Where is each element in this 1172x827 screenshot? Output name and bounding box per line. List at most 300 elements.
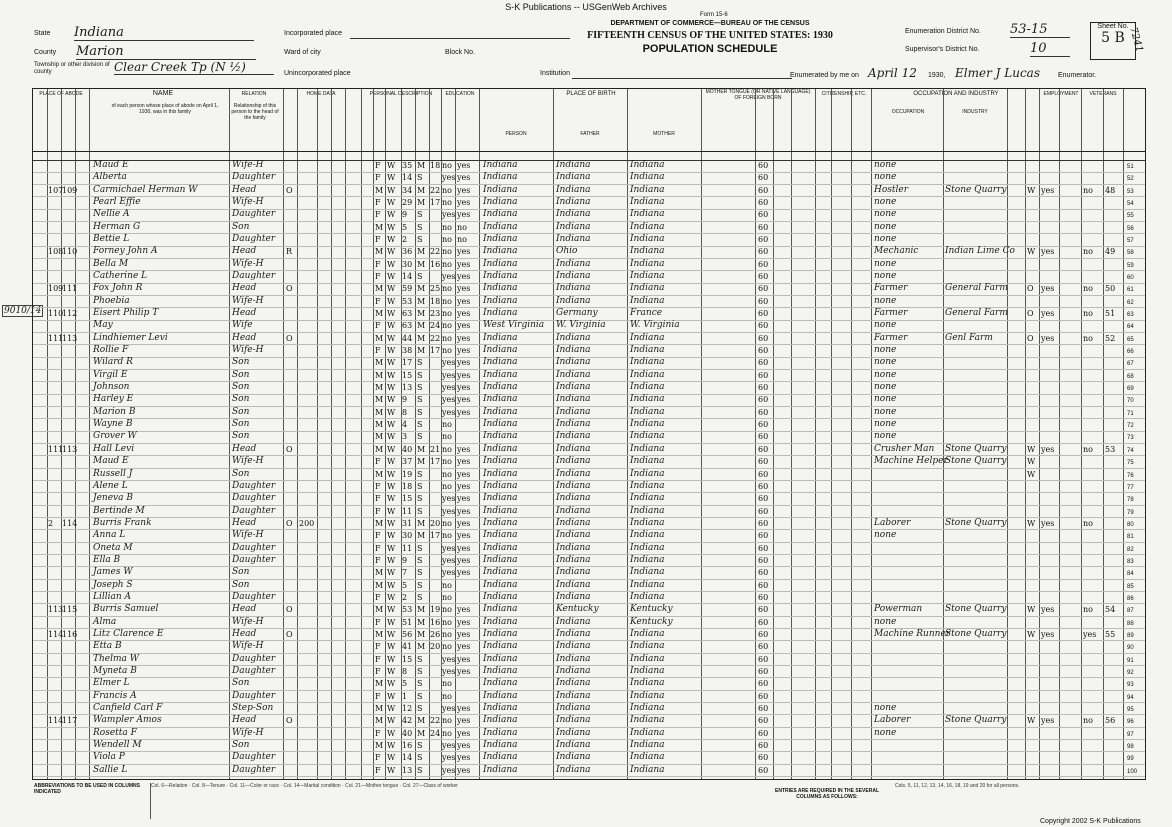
cell-code: 60 — [758, 457, 769, 467]
cell-rd: yes — [457, 605, 471, 615]
cell-occ: none — [874, 345, 897, 356]
cell-rd: yes — [457, 185, 471, 195]
cell-sch: yes — [442, 506, 456, 516]
cell-name: Burris Frank — [93, 517, 152, 528]
cell-fpob: Indiana — [556, 517, 591, 528]
cell-pob: Indiana — [483, 332, 518, 343]
cell-name: Etta B — [93, 641, 122, 652]
cell-fpob: Indiana — [556, 653, 591, 664]
cell-sch: yes — [442, 272, 456, 282]
cell-rd: yes — [457, 543, 471, 553]
line-number: 65 — [1127, 336, 1134, 343]
cell-ms: S — [417, 407, 423, 417]
cell-ms: M — [417, 185, 426, 195]
cell-ms: M — [417, 284, 426, 294]
cell-occ: none — [874, 209, 897, 220]
line-number: 62 — [1127, 299, 1134, 306]
cell-sch: no — [442, 444, 452, 454]
cell-ind: Stone Quarry — [945, 517, 1007, 528]
cell-rd: yes — [457, 321, 471, 331]
cell-ms: S — [417, 222, 423, 232]
cell-sex: M — [375, 395, 384, 405]
cell-tenure: O — [286, 333, 293, 343]
cell-fpob: Ohio — [556, 246, 578, 257]
cell-mpob: Indiana — [630, 332, 665, 343]
line-number: 100 — [1127, 768, 1138, 775]
line-number: 93 — [1127, 682, 1134, 689]
cell-sex: M — [375, 333, 384, 343]
cell-code: 60 — [758, 740, 769, 750]
cell-rd: yes — [457, 568, 471, 578]
cell-rd: yes — [457, 494, 471, 504]
cell-pob: Indiana — [483, 554, 518, 565]
cell-mpob: Indiana — [630, 493, 665, 504]
cell-rel: Head — [232, 715, 257, 726]
cell-fam: 117 — [62, 716, 78, 726]
cell-fpob: Indiana — [556, 727, 591, 738]
top-banner: S-K Publications -- USGenWeb Archives — [505, 2, 667, 12]
cell-rel: Daughter — [232, 172, 276, 183]
table-row — [33, 567, 1145, 580]
cell-tenure: O — [286, 518, 293, 528]
cell-sex: F — [375, 531, 381, 541]
group-name: NAME — [152, 90, 174, 97]
cell-fpob: Indiana — [556, 258, 591, 269]
table-row — [33, 431, 1145, 444]
cell-pob: Indiana — [483, 727, 518, 738]
cell-occ: Machine Helper — [874, 456, 948, 467]
cell-sch: no — [442, 333, 452, 343]
cell-occ: Machine Runner — [874, 628, 951, 639]
cell-sch: yes — [442, 666, 456, 676]
entries-title: ENTRIES ARE REQUIRED IN THE SEVERAL COLUMNS AS FOLLOWS: — [775, 788, 879, 800]
cell-am: 26 — [430, 629, 441, 639]
cell-dw: 111 — [48, 444, 64, 454]
cell-rd: yes — [457, 753, 471, 763]
cell-race: W — [387, 765, 396, 775]
cell-sch: no — [442, 198, 452, 208]
cell-fpob: Indiana — [556, 431, 591, 442]
cell-sch: no — [442, 605, 452, 615]
cell-sch: yes — [442, 765, 456, 775]
copyright: Copyright 2002 S-K Publications — [1040, 818, 1141, 825]
table-row — [33, 728, 1145, 741]
table-row — [33, 715, 1145, 728]
person-header: PERSON — [505, 131, 527, 137]
cell-race: W — [387, 296, 396, 306]
cell-sex: M — [375, 247, 384, 257]
group-occupation: OCCUPATION AND INDUSTRY — [913, 91, 999, 97]
cell-ind: Indian Lime Co — [945, 246, 1015, 257]
cell-pob: Indiana — [483, 579, 518, 590]
cell-sex: M — [375, 629, 384, 639]
cell-occ: none — [874, 172, 897, 183]
cell-sch: no — [442, 259, 452, 269]
cell-age: 30 — [402, 259, 413, 269]
cell-sch: yes — [442, 395, 456, 405]
cell-occ: Crusher Man — [874, 443, 935, 454]
cell-name: Bella M — [93, 258, 129, 269]
cell-mpob: Indiana — [630, 271, 665, 282]
cell-mpob: Indiana — [630, 678, 665, 689]
cell-rel: Wife-H — [232, 160, 264, 170]
cell-sch: no — [442, 296, 452, 306]
line-number: 64 — [1127, 324, 1134, 331]
cell-occ: Farmer — [874, 308, 908, 319]
cell-mpob: Indiana — [630, 653, 665, 664]
cell-age: 41 — [402, 642, 413, 652]
table-row — [33, 506, 1145, 519]
cell-dw: 108 — [48, 247, 64, 257]
cell-code: 60 — [758, 531, 769, 541]
cell-sex: F — [375, 642, 381, 652]
line-number: 87 — [1127, 608, 1134, 615]
cell-cls: W — [1027, 185, 1036, 195]
cell-sch: yes — [442, 543, 456, 553]
cell-farm: 53 — [1105, 444, 1116, 454]
table-row — [33, 740, 1145, 753]
cell-fpob: Indiana — [556, 271, 591, 282]
cell-ms: M — [417, 198, 426, 208]
cell-fam: 112 — [62, 309, 78, 319]
cell-occ: none — [874, 160, 897, 170]
cell-rel: Daughter — [232, 542, 276, 553]
cell-mpob: Indiana — [630, 505, 665, 516]
cell-ms: S — [417, 395, 423, 405]
line-number: 56 — [1127, 225, 1134, 232]
cell-rd: yes — [457, 703, 471, 713]
cell-fpob: Indiana — [556, 665, 591, 676]
cell-fpob: Indiana — [556, 690, 591, 701]
cell-dw: 2 — [48, 518, 54, 528]
cell-code: 60 — [758, 543, 769, 553]
cell-sex: M — [375, 432, 384, 442]
cell-ms: S — [417, 703, 423, 713]
cell-race: W — [387, 543, 396, 553]
cell-pob: Indiana — [483, 443, 518, 454]
cell-name: Litz Clarence E — [93, 628, 164, 639]
cell-dw: 107 — [48, 185, 64, 195]
cell-code: 60 — [758, 506, 769, 516]
table-row — [33, 530, 1145, 543]
cell-sex: M — [375, 580, 384, 590]
cell-name: Nellie A — [93, 209, 130, 220]
cell-rel: Son — [232, 431, 250, 442]
cell-rel: Daughter — [232, 665, 276, 676]
cell-sex: F — [375, 259, 381, 269]
cell-sch: no — [442, 679, 452, 689]
cell-occ: none — [874, 234, 897, 245]
cell-code: 60 — [758, 272, 769, 282]
cell-name: Pearl Effie — [93, 197, 141, 208]
cell-pob: Indiana — [483, 295, 518, 306]
cell-fpob: Indiana — [556, 641, 591, 652]
cell-code: 60 — [758, 605, 769, 615]
cell-pob: Indiana — [483, 234, 518, 245]
cell-sch: no — [442, 284, 452, 294]
cell-code: 60 — [758, 629, 769, 639]
cell-pob: Indiana — [483, 493, 518, 504]
footer-notes-2: Cols. 5, 11, 12, 13, 14, 16, 18, 19 and 20 for all persons. — [895, 783, 1020, 789]
cell-race: W — [387, 555, 396, 565]
group-personal-description: PERSONAL DESCRIPTION — [369, 91, 433, 97]
cell-mpob: Indiana — [630, 739, 665, 750]
cell-pob: Indiana — [483, 690, 518, 701]
cell-pob: Indiana — [483, 246, 518, 257]
cell-sex: M — [375, 716, 384, 726]
cell-sch: yes — [442, 383, 456, 393]
cell-race: W — [387, 395, 396, 405]
table-row — [33, 209, 1145, 222]
cell-mpob: Indiana — [630, 221, 665, 232]
cell-name: Wilard R — [93, 357, 133, 368]
cell-mpob: Indiana — [630, 665, 665, 676]
cell-pob: Indiana — [483, 702, 518, 713]
cell-ms: M — [417, 531, 426, 541]
cell-age: 16 — [402, 740, 413, 750]
cell-occ: Hostler — [874, 184, 909, 195]
cell-ms: S — [417, 370, 423, 380]
cell-race: W — [387, 568, 396, 578]
cell-fpob: Indiana — [556, 234, 591, 245]
cell-fpob: Indiana — [556, 715, 591, 726]
line-number: 77 — [1127, 484, 1134, 491]
cell-sex: M — [375, 358, 384, 368]
cell-mpob: Kentucky — [630, 616, 673, 627]
cell-sex: M — [375, 703, 384, 713]
cell-sex: F — [375, 666, 381, 676]
cell-pob: Indiana — [483, 530, 518, 541]
cell-mpob: Indiana — [630, 554, 665, 565]
cell-pob: Indiana — [483, 653, 518, 664]
line-number: 98 — [1127, 743, 1134, 750]
cell-age: 2 — [402, 235, 408, 245]
cell-code: 60 — [758, 185, 769, 195]
cell-rel: Wife-H — [232, 641, 264, 652]
cell-code: 60 — [758, 753, 769, 763]
cell-rd: yes — [457, 284, 471, 294]
cell-pob: Indiana — [483, 752, 518, 763]
cell-rd: yes — [457, 383, 471, 393]
cell-age: 11 — [402, 543, 413, 553]
cell-sex: F — [375, 506, 381, 516]
table-row — [33, 469, 1145, 482]
cell-am: 17 — [430, 531, 441, 541]
cell-mpob: Indiana — [630, 184, 665, 195]
cell-sex: F — [375, 654, 381, 664]
cell-am: 22 — [430, 185, 441, 195]
cell-fpob: Indiana — [556, 542, 591, 553]
cell-age: 35 — [402, 161, 413, 170]
table-row — [33, 666, 1145, 679]
cell-mpob: Indiana — [630, 258, 665, 269]
cell-tenure: R — [286, 247, 293, 257]
table-row — [33, 444, 1145, 457]
supervisor-label: Supervisor's District No. — [905, 46, 980, 53]
cell-race: W — [387, 432, 396, 442]
cell-sch: no — [442, 309, 452, 319]
cell-vet: no — [1083, 518, 1093, 528]
cell-name: Johnson — [93, 382, 130, 393]
cell-code: 60 — [758, 395, 769, 405]
cell-occ: none — [874, 221, 897, 232]
cell-cls: W — [1027, 605, 1036, 615]
cell-sex: M — [375, 407, 384, 417]
cell-mpob: Indiana — [630, 394, 665, 405]
cell-ms: S — [417, 432, 423, 442]
cell-mpob: Indiana — [630, 517, 665, 528]
cell-rd: yes — [457, 444, 471, 454]
cell-occ: Farmer — [874, 332, 908, 343]
cell-age: 30 — [402, 531, 413, 541]
cell-pob: Indiana — [483, 468, 518, 479]
cell-ms: S — [417, 765, 423, 775]
cell-emp: yes — [1041, 185, 1055, 195]
cell-race: W — [387, 370, 396, 380]
cell-pob: Indiana — [483, 480, 518, 491]
line-number: 79 — [1127, 509, 1134, 516]
cell-ms: S — [417, 543, 423, 553]
cell-mpob: Indiana — [630, 690, 665, 701]
cell-rd: yes — [457, 481, 471, 491]
enumerator-label: Enumerator. — [1058, 72, 1097, 79]
cell-pob: Indiana — [483, 739, 518, 750]
table-row — [33, 629, 1145, 642]
cell-cls: O — [1027, 284, 1034, 294]
line-number: 67 — [1127, 361, 1134, 368]
cell-name: Jeneva B — [93, 493, 133, 504]
cell-value: 200 — [299, 518, 315, 528]
cell-race: W — [387, 753, 396, 763]
cell-am: 18 — [430, 296, 441, 306]
occupation-header: OCCUPATION — [891, 109, 925, 115]
cell-mpob: Kentucky — [630, 604, 673, 615]
cell-occ: Laborer — [874, 715, 911, 726]
cell-sch: no — [442, 642, 452, 652]
enumerator-name: Elmer J Lucas — [955, 66, 1040, 80]
line-number: 66 — [1127, 349, 1134, 356]
cell-rd: yes — [457, 654, 471, 664]
cell-rel: Wife-H — [232, 345, 264, 356]
cell-age: 19 — [402, 469, 413, 479]
cell-fam: 113 — [62, 333, 78, 343]
cell-pob: Indiana — [483, 258, 518, 269]
cell-fpob: Indiana — [556, 406, 591, 417]
cell-sex: F — [375, 198, 381, 208]
cell-fpob: Indiana — [556, 419, 591, 430]
cell-rd: yes — [457, 358, 471, 368]
cell-race: W — [387, 457, 396, 467]
cell-race: W — [387, 173, 396, 183]
cell-code: 60 — [758, 666, 769, 676]
cell-code: 60 — [758, 296, 769, 306]
cell-emp: yes — [1041, 629, 1055, 639]
cell-mpob: Indiana — [630, 591, 665, 602]
cell-cls: O — [1027, 333, 1034, 343]
line-number: 96 — [1127, 719, 1134, 726]
cell-age: 14 — [402, 272, 413, 282]
cell-age: 7 — [402, 568, 408, 578]
cell-rel: Head — [232, 443, 257, 454]
cell-ms: S — [417, 235, 423, 245]
cell-sex: M — [375, 185, 384, 195]
cell-emp: yes — [1041, 444, 1055, 454]
table-row — [33, 394, 1145, 407]
cell-race: W — [387, 272, 396, 282]
cell-code: 60 — [758, 728, 769, 738]
cell-rd: yes — [457, 198, 471, 208]
cell-sch: no — [442, 185, 452, 195]
cell-occ: Mechanic — [874, 246, 919, 257]
cell-rel: Daughter — [232, 234, 276, 245]
cell-fpob: Indiana — [556, 209, 591, 220]
cell-age: 9 — [402, 555, 408, 565]
line-number: 61 — [1127, 287, 1134, 294]
table-row — [33, 345, 1145, 358]
cell-am: 16 — [430, 259, 441, 269]
table-row — [33, 246, 1145, 259]
cell-fpob: Indiana — [556, 160, 591, 170]
cell-sex: F — [375, 161, 381, 170]
cell-sch: yes — [442, 753, 456, 763]
cell-ms: S — [417, 469, 423, 479]
cell-rd: yes — [457, 346, 471, 356]
cell-sch: no — [442, 592, 452, 602]
table-row — [33, 382, 1145, 395]
cell-rd: yes — [457, 716, 471, 726]
line-number: 85 — [1127, 583, 1134, 590]
cell-am: 23 — [430, 309, 441, 319]
table-row — [33, 617, 1145, 630]
cell-mpob: Indiana — [630, 628, 665, 639]
cell-rel: Daughter — [232, 653, 276, 664]
cell-rel: Son — [232, 468, 250, 479]
cell-age: 42 — [402, 716, 413, 726]
cell-rd: yes — [457, 469, 471, 479]
cell-occ: none — [874, 295, 897, 306]
cell-ind: Stone Quarry — [945, 715, 1007, 726]
cell-vet: no — [1083, 333, 1093, 343]
table-row — [33, 493, 1145, 506]
cell-code: 60 — [758, 518, 769, 528]
cell-pob: Indiana — [483, 308, 518, 319]
cell-am: 24 — [430, 321, 441, 331]
cell-rd: yes — [457, 555, 471, 565]
cell-am: 20 — [430, 642, 441, 652]
cell-age: 8 — [402, 407, 408, 417]
cell-am: 25 — [430, 284, 441, 294]
cell-mpob: Indiana — [630, 369, 665, 380]
cell-name: Russell J — [93, 468, 133, 479]
cell-mpob: Indiana — [630, 530, 665, 541]
cell-ms: S — [417, 654, 423, 664]
schedule-title: POPULATION SCHEDULE — [642, 43, 778, 55]
cell-sch: no — [442, 481, 452, 491]
group-place-of-birth: PLACE OF BIRTH — [566, 91, 616, 97]
cell-sch: no — [442, 420, 452, 430]
cell-pob: Indiana — [483, 172, 518, 183]
ward-label: Ward of city — [284, 49, 321, 56]
cell-mpob: Indiana — [630, 209, 665, 220]
cell-age: 15 — [402, 494, 413, 504]
cell-age: 17 — [402, 358, 413, 368]
cell-mpob: Indiana — [630, 764, 665, 775]
cell-sch: yes — [442, 555, 456, 565]
cell-sch: no — [442, 457, 452, 467]
cell-fpob: Indiana — [556, 505, 591, 516]
cell-sex: F — [375, 321, 381, 331]
cell-rd: yes — [457, 247, 471, 257]
